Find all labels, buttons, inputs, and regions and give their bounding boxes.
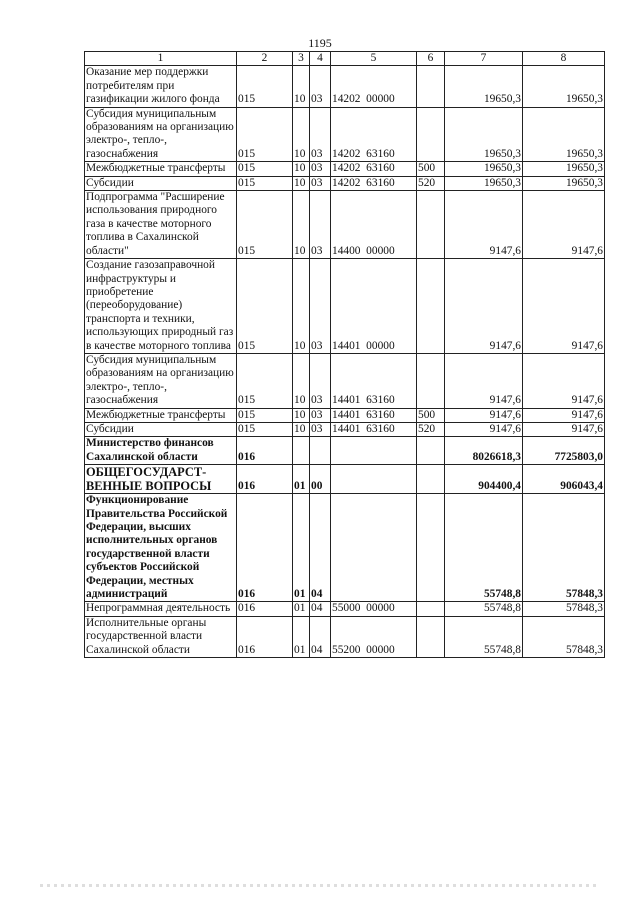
cell-rz: 10 (293, 66, 310, 107)
cell-pr: 03 (310, 259, 331, 354)
cell-sum-2: 9147,6 (523, 191, 605, 259)
cell-vr (417, 494, 445, 602)
row-name: Подпрограмма "Расширение использования природного газа в качестве моторного топлива в Сахалинской области" (85, 191, 237, 259)
budget-table (84, 51, 605, 658)
cell-pr (310, 437, 331, 465)
row-name: Межбюджетные трансферты (85, 162, 237, 176)
cell-vr (417, 465, 445, 494)
cell-csr (331, 465, 417, 494)
page-number: 1195 (308, 36, 332, 50)
cell-vr (417, 191, 445, 259)
cell-csr: 14202 63160 (331, 107, 417, 162)
cell-sum-2: 9147,6 (523, 259, 605, 354)
cell-ved: 016 (237, 616, 293, 657)
cell-ved: 015 (237, 176, 293, 190)
table-row (85, 422, 605, 436)
cell-pr: 03 (310, 162, 331, 176)
table-row (85, 162, 605, 176)
cell-sum-1: 55748,8 (445, 602, 523, 616)
cell-rz: 10 (293, 259, 310, 354)
col-header: 5 (331, 52, 417, 66)
cell-pr: 03 (310, 422, 331, 436)
table-row (85, 66, 605, 107)
cell-csr: 14401 63160 (331, 408, 417, 422)
table-row (85, 602, 605, 616)
col-header: 3 (293, 52, 310, 66)
cell-ved: 015 (237, 353, 293, 408)
row-name: Субсидия муниципальным образованиям на организацию электро-, тепло-, газоснабжения (85, 107, 237, 162)
cell-rz: 10 (293, 176, 310, 190)
cell-csr (331, 437, 417, 465)
cell-pr: 04 (310, 494, 331, 602)
cell-sum-2: 9147,6 (523, 408, 605, 422)
cell-vr (417, 437, 445, 465)
row-name: Создание газозаправочной инфраструктуры и приобретение (переоборудование) транспорта и техники, использующих природный газ в качестве моторного топлива (85, 259, 237, 354)
table-row (85, 494, 605, 602)
cell-rz: 10 (293, 107, 310, 162)
cell-csr: 14202 00000 (331, 66, 417, 107)
cell-csr: 14401 00000 (331, 259, 417, 354)
cell-pr: 03 (310, 176, 331, 190)
cell-vr (417, 353, 445, 408)
col-header: 7 (445, 52, 523, 66)
cell-rz: 10 (293, 408, 310, 422)
col-header: 4 (310, 52, 331, 66)
cell-sum-1: 19650,3 (445, 176, 523, 190)
row-name: Субсидии (85, 176, 237, 190)
cell-sum-2: 9147,6 (523, 422, 605, 436)
cell-rz: 01 (293, 616, 310, 657)
cell-csr: 55000 00000 (331, 602, 417, 616)
cell-rz: 10 (293, 353, 310, 408)
cell-sum-1: 19650,3 (445, 66, 523, 107)
col-header: 6 (417, 52, 445, 66)
cell-ved: 015 (237, 162, 293, 176)
col-header: 2 (237, 52, 293, 66)
cell-pr: 03 (310, 408, 331, 422)
cell-csr: 14202 63160 (331, 162, 417, 176)
cell-sum-1: 19650,3 (445, 107, 523, 162)
table-row (85, 107, 605, 162)
cell-sum-2: 19650,3 (523, 66, 605, 107)
header-row (85, 52, 605, 66)
table-row (85, 259, 605, 354)
cell-rz: 10 (293, 162, 310, 176)
cell-csr: 14202 63160 (331, 176, 417, 190)
cell-vr (417, 259, 445, 354)
cell-vr: 500 (417, 162, 445, 176)
scan-artifact (40, 884, 600, 887)
row-name: Непрограммная деятельность (85, 602, 237, 616)
cell-sum-1: 55748,8 (445, 494, 523, 602)
table-row (85, 176, 605, 190)
table-row (85, 465, 605, 494)
cell-ved: 016 (237, 494, 293, 602)
cell-vr (417, 616, 445, 657)
cell-ved: 015 (237, 259, 293, 354)
cell-sum-1: 8026618,3 (445, 437, 523, 465)
cell-vr (417, 66, 445, 107)
cell-sum-2: 57848,3 (523, 616, 605, 657)
row-name: ОБЩЕГОСУДАРСТ-ВЕННЫЕ ВОПРОСЫ (85, 465, 237, 494)
cell-ved: 015 (237, 422, 293, 436)
cell-pr: 03 (310, 191, 331, 259)
cell-csr: 55200 00000 (331, 616, 417, 657)
row-name: Субсидия муниципальным образованиям на организацию электро-, тепло-, газоснабжения (85, 353, 237, 408)
cell-sum-1: 9147,6 (445, 422, 523, 436)
cell-vr: 520 (417, 422, 445, 436)
cell-sum-2: 57848,3 (523, 602, 605, 616)
cell-ved: 016 (237, 437, 293, 465)
row-name: Межбюджетные трансферты (85, 408, 237, 422)
cell-sum-1: 9147,6 (445, 353, 523, 408)
row-name: Исполнительные органы государственной власти Сахалинской области (85, 616, 237, 657)
row-name: Субсидии (85, 422, 237, 436)
row-name: Оказание мер поддержки потребителям при газификации жилого фонда (85, 66, 237, 107)
cell-sum-2: 57848,3 (523, 494, 605, 602)
cell-rz: 10 (293, 422, 310, 436)
cell-ved: 015 (237, 107, 293, 162)
row-name: Функционирование Правительства Российской Федерации, высших исполнительных органов государственной власти субъектов Российской Федерации, местных администраций (85, 494, 237, 602)
cell-ved: 015 (237, 191, 293, 259)
cell-vr: 500 (417, 408, 445, 422)
cell-pr: 03 (310, 66, 331, 107)
cell-ved: 015 (237, 66, 293, 107)
cell-sum-2: 19650,3 (523, 176, 605, 190)
cell-sum-2: 9147,6 (523, 353, 605, 408)
row-name: Министерство финансов Сахалинской области (85, 437, 237, 465)
cell-sum-1: 19650,3 (445, 162, 523, 176)
cell-sum-1: 904400,4 (445, 465, 523, 494)
cell-pr: 04 (310, 602, 331, 616)
cell-rz: 10 (293, 191, 310, 259)
cell-sum-2: 19650,3 (523, 162, 605, 176)
cell-csr: 14401 63160 (331, 353, 417, 408)
cell-sum-1: 9147,6 (445, 259, 523, 354)
cell-csr (331, 494, 417, 602)
cell-rz (293, 437, 310, 465)
cell-sum-1: 55748,8 (445, 616, 523, 657)
cell-ved: 016 (237, 465, 293, 494)
cell-ved: 015 (237, 408, 293, 422)
cell-sum-1: 9147,6 (445, 191, 523, 259)
cell-vr (417, 602, 445, 616)
cell-sum-2: 7725803,0 (523, 437, 605, 465)
cell-rz: 01 (293, 465, 310, 494)
cell-rz: 01 (293, 602, 310, 616)
cell-vr: 520 (417, 176, 445, 190)
col-header: 1 (85, 52, 237, 66)
cell-csr: 14400 00000 (331, 191, 417, 259)
cell-pr: 03 (310, 107, 331, 162)
cell-sum-1: 9147,6 (445, 408, 523, 422)
cell-pr: 04 (310, 616, 331, 657)
cell-pr: 03 (310, 353, 331, 408)
cell-csr: 14401 63160 (331, 422, 417, 436)
cell-rz: 01 (293, 494, 310, 602)
cell-pr: 00 (310, 465, 331, 494)
table-row (85, 408, 605, 422)
cell-sum-2: 906043,4 (523, 465, 605, 494)
table-row (85, 191, 605, 259)
table-row (85, 437, 605, 465)
cell-ved: 016 (237, 602, 293, 616)
table-row (85, 616, 605, 657)
cell-sum-2: 19650,3 (523, 107, 605, 162)
col-header: 8 (523, 52, 605, 66)
table-row (85, 353, 605, 408)
cell-vr (417, 107, 445, 162)
